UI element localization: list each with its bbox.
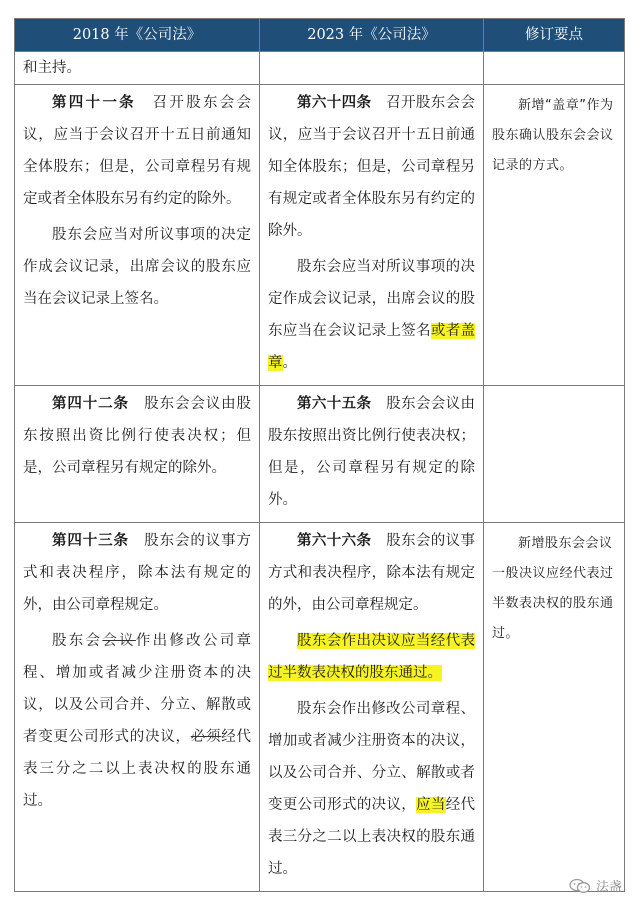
article-text: 股东会的议事方式和表决程序，除本法有规定的外，由公司章程规定。 xyxy=(268,533,476,613)
article-number: 第六十四条 xyxy=(297,94,372,111)
article-text: 召开股东会会议，应当于会议召开十五日前通知全体股东；但是，公司章程另有规定或者全体股东另有约定的除外。 xyxy=(23,95,252,207)
table-header-row xyxy=(15,19,625,52)
new-law-cell xyxy=(260,523,484,892)
table-row xyxy=(15,85,625,386)
table-row xyxy=(15,523,625,892)
article-paragraph xyxy=(23,87,251,215)
article-text: 股东会会议由股东按照出资比例行使表决权；但是，公司章程另有规定的除外。 xyxy=(268,396,476,508)
article-paragraph xyxy=(268,625,475,689)
deleted-text: 必须 xyxy=(190,729,222,745)
article-paragraph xyxy=(268,87,475,247)
article-text: 股东会应当对所议事项的决定作成会议记录，出席会议的股东应当在会议记录上签名 xyxy=(268,259,475,339)
old-law-cell xyxy=(15,85,260,386)
revision-comparison-table xyxy=(14,18,625,892)
carry-over-cell-new xyxy=(260,52,484,85)
carry-over-text: 和主持。 xyxy=(23,60,81,76)
header-revision-points: 修订要点 xyxy=(484,19,625,52)
revision-note-cell xyxy=(484,85,625,386)
old-law-cell xyxy=(15,523,260,892)
old-law-cell xyxy=(15,386,260,523)
highlighted-text: 股东会作出决议应当经代表过半数表决权的股东通过。 xyxy=(268,633,475,681)
highlighted-text: 或者盖章 xyxy=(268,323,476,371)
article-paragraph xyxy=(23,388,251,484)
article-number: 第四十二条 xyxy=(52,395,129,412)
article-text: 股东会的议事方式和表决程序，除本法有规定的外，由公司章程规定。 xyxy=(23,533,251,613)
revision-note-cell xyxy=(484,386,625,523)
article-paragraph xyxy=(268,525,475,621)
article-number: 第四十三条 xyxy=(52,532,129,549)
header-2018: 2018 年《公司法》 xyxy=(15,19,260,52)
article-paragraph xyxy=(268,693,475,885)
table-row xyxy=(15,386,625,523)
carry-over-cell-note xyxy=(484,52,625,85)
article-number: 第六十五条 xyxy=(297,395,372,412)
article-number: 第四十一条 xyxy=(52,94,136,111)
article-text: 股东会 xyxy=(52,633,103,649)
carry-over-row xyxy=(15,52,625,85)
article-text: 股东会会议由股东按照出资比例行使表决权；但是，公司章程另有规定的除外。 xyxy=(23,396,251,476)
carry-over-cell-old xyxy=(15,52,260,85)
article-text: 。 xyxy=(282,355,297,371)
article-number: 第六十六条 xyxy=(297,532,372,549)
header-2023: 2023 年《公司法》 xyxy=(260,19,484,52)
revision-note: 新增“盖章”作为股东确认股东会会议记录的方式。 xyxy=(492,98,614,173)
revision-note xyxy=(492,388,616,392)
article-paragraph xyxy=(23,525,251,621)
wechat-icon xyxy=(569,878,591,894)
revision-note-cell xyxy=(484,523,625,892)
article-paragraph xyxy=(268,251,475,379)
article-paragraph xyxy=(268,388,475,516)
watermark-label: 法盏 xyxy=(595,880,622,895)
article-text: 经代表三分之二以上表决权的股东通过。 xyxy=(23,729,251,809)
source-watermark xyxy=(569,876,622,895)
deleted-text: 会议 xyxy=(102,633,136,649)
revision-note: 新增股东会会议一般决议应经代表过半数表决权的股东通过。 xyxy=(492,536,614,641)
article-paragraph xyxy=(23,219,251,315)
article-text: 作出修改公司章程、增加或者减少注册资本的决议，以及公司合并、分立、解散或者变更公司形式的决议， xyxy=(23,633,252,745)
new-law-cell xyxy=(260,386,484,523)
highlighted-text: 应当 xyxy=(416,797,446,813)
article-text: 召开股东会会议，应当于会议召开十五日前通知全体股东；但是，公司章程另有规定或者全体股东另有约定的除外。 xyxy=(268,95,476,239)
article-text: 经代表三分之二以上表决权的股东通过。 xyxy=(268,797,476,877)
article-text: 股东会作出修改公司章程、增加或者减少注册资本的决议，以及公司合并、分立、解散或者变更公司形式的决议， xyxy=(268,701,475,813)
new-law-cell xyxy=(260,85,484,386)
article-text: 股东会应当对所议事项的决定作成会议记录，出席会议的股东应当在会议记录上签名。 xyxy=(23,227,251,307)
article-paragraph xyxy=(23,625,251,817)
